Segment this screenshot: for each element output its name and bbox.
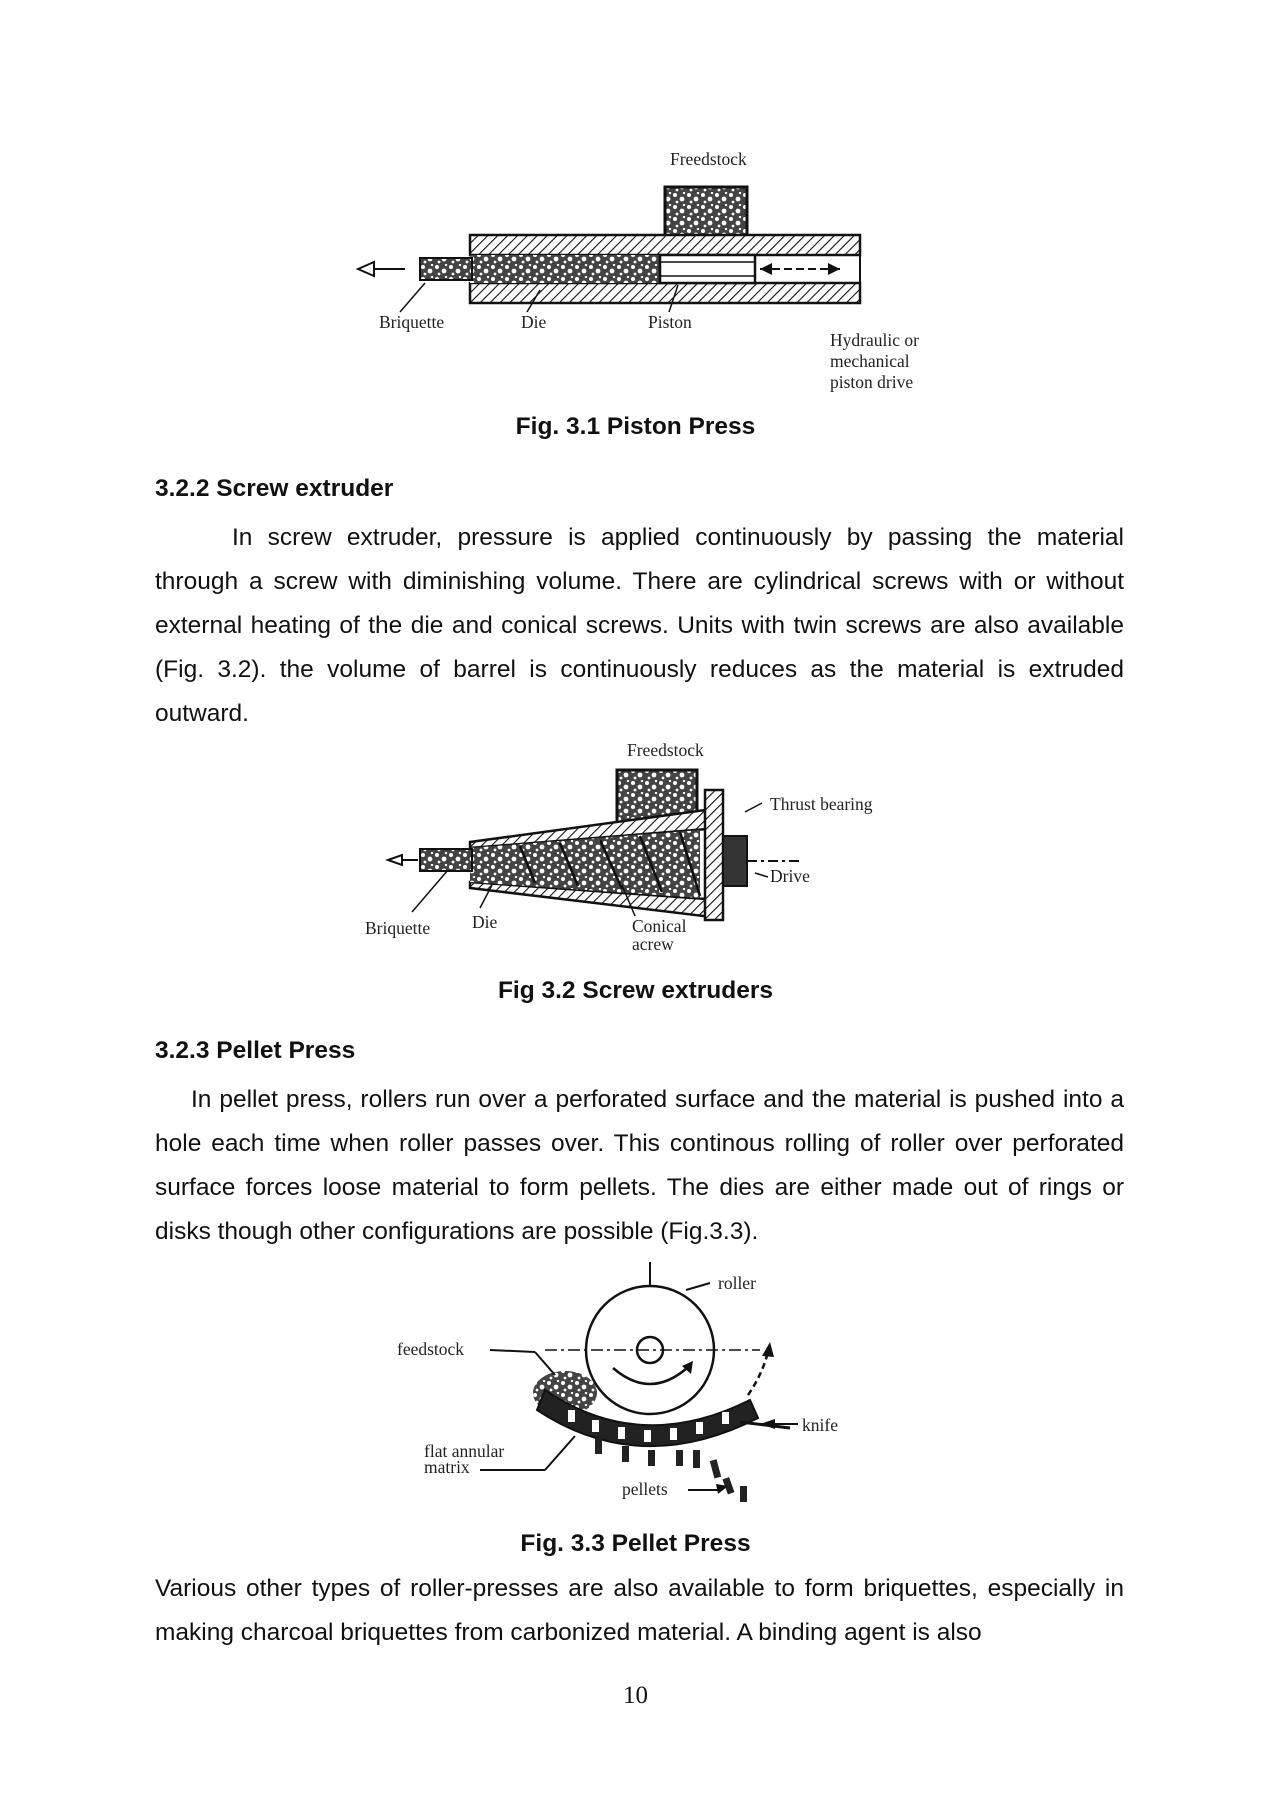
- label-thrust-bearing: Thrust bearing: [770, 794, 873, 814]
- figure-caption-3-3: Fig. 3.3 Pellet Press: [520, 1530, 751, 1557]
- label-piston: Piston: [648, 312, 692, 332]
- label-briquette: Briquette: [365, 918, 431, 938]
- label-die: Die: [521, 312, 547, 332]
- page-number: 10: [623, 1682, 648, 1709]
- label-matrix-line1: flat annular: [424, 1441, 505, 1461]
- label-knife: knife: [802, 1415, 838, 1435]
- paragraph-pellet-press: In pellet press, rollers run over a perforated surface and the material is pushed into a hole each time when roller passes over. This continous rolling of roller over perforated surface forces loose material to form pellets. The dies are either made out of rings or disks though other configurations are possible (Fig.3.3).: [155, 1086, 1124, 1245]
- label-drive: Drive: [770, 866, 810, 886]
- label-screw-line1: Conical: [632, 916, 687, 936]
- section-heading-3-2-2: 3.2.2 Screw extruder: [155, 475, 394, 502]
- label-feedstock: Freedstock: [627, 740, 704, 760]
- paragraph-roller-presses: Various other types of roller-presses are also available to form briquettes, especially in making charcoal briquettes from carbonized material. A binding agent is also: [155, 1575, 1124, 1646]
- label-drive-line2: mechanical: [830, 351, 910, 371]
- label-drive-line1: Hydraulic or: [830, 330, 919, 350]
- label-roller: roller: [718, 1273, 756, 1293]
- label-briquette: Briquette: [379, 312, 445, 332]
- label-matrix-line2: matrix: [424, 1457, 470, 1477]
- label-screw-line2: acrew: [632, 934, 674, 954]
- paragraph-screw-extruder: In screw extruder, pressure is applied continuously by passing the material through a screw with diminishing volume. There are cylindrical screws with or without external heating of the die and conical screws. Units with twin screws are also available (Fig. 3.2). the volume of barrel is continuously reduces as the material is extruded outward.: [155, 524, 1124, 727]
- label-drive-line3: piston drive: [830, 372, 914, 392]
- figure-caption-3-2: Fig 3.2 Screw extruders: [497, 977, 774, 1004]
- label-feedstock: Freedstock: [670, 149, 747, 169]
- section-heading-3-2-3: 3.2.3 Pellet Press: [155, 1037, 356, 1064]
- label-die: Die: [472, 912, 498, 932]
- label-pellets: pellets: [622, 1479, 668, 1499]
- label-feedstock: feedstock: [397, 1339, 465, 1359]
- figure-caption-3-1: Fig. 3.1 Piston Press: [515, 413, 756, 440]
